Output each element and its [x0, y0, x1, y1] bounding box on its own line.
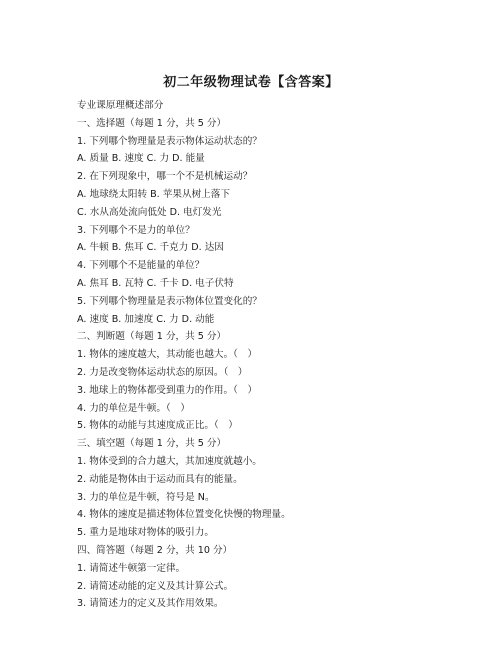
- options-line: A. 速度 B. 加速度 C. 力 D. 动能: [77, 313, 215, 325]
- section-heading-fill-in: 三、填空题（每题 1 分，共 5 分）: [77, 438, 227, 450]
- question-line: 4. 力的单位是牛顿。（ ）: [77, 402, 190, 414]
- question-line: 2. 动能是物体由于运动而具有的能量。: [77, 473, 243, 485]
- question-line: 5. 重力是地球对物体的吸引力。: [77, 527, 214, 539]
- question-line: 1. 物体的速度越大，其动能也越大。（ ）: [77, 349, 258, 361]
- question-line: 4. 下列哪个不是能量的单位？: [77, 260, 205, 272]
- options-line: A. 焦耳 B. 瓦特 C. 千卡 D. 电子伏特: [77, 277, 234, 289]
- question-line: 1. 下列哪个物理量是表示物体运动状态的？: [77, 135, 262, 147]
- question-line: 5. 物体的动能与其速度成正比。（ ）: [77, 420, 238, 432]
- question-line: 2. 请简述动能的定义及其计算公式。: [77, 580, 234, 592]
- section-heading-choice: 一、选择题（每题 1 分，共 5 分）: [77, 117, 227, 129]
- document-title: 初二年级物理试卷【含答案】: [163, 75, 339, 90]
- question-line: 3. 地球上的物体都受到重力的作用。（ ）: [77, 384, 258, 396]
- options-line: C. 水从高处流向低处 D. 电灯发光: [77, 206, 222, 218]
- question-line: 2. 力是改变物体运动状态的原因。（ ）: [77, 366, 248, 378]
- question-line: 1. 请简述牛顿第一定律。: [77, 562, 186, 574]
- options-line: A. 牛顿 B. 焦耳 C. 千克力 D. 达因: [77, 242, 224, 254]
- document-body: [77, 97, 477, 613]
- question-line: 3. 力的单位是牛顿，符号是 N。: [77, 491, 215, 503]
- section-heading-short-answer: 四、简答题（每题 2 分，共 10 分）: [77, 544, 233, 556]
- question-line: 5. 下列哪个物理量是表示物体位置变化的？: [77, 295, 262, 307]
- options-line: A. 地球绕太阳转 B. 苹果从树上落下: [77, 188, 230, 200]
- section-heading-true-false: 二、判断题（每题 1 分，共 5 分）: [77, 331, 227, 343]
- question-line: 2. 在下列现象中，哪一个不是机械运动？: [77, 171, 253, 183]
- question-line: 1. 物体受到的合力越大，其加速度就越小。: [77, 455, 262, 467]
- section-subtitle: 专业课原理概述部分: [77, 100, 164, 111]
- question-line: 4. 物体的速度是描述物体位置变化快慢的物理量。: [77, 509, 291, 521]
- question-line: 3. 请简述力的定义及其作用效果。: [77, 598, 224, 610]
- options-line: A. 质量 B. 速度 C. 力 D. 能量: [77, 153, 205, 165]
- question-line: 3. 下列哪个不是力的单位？: [77, 224, 195, 236]
